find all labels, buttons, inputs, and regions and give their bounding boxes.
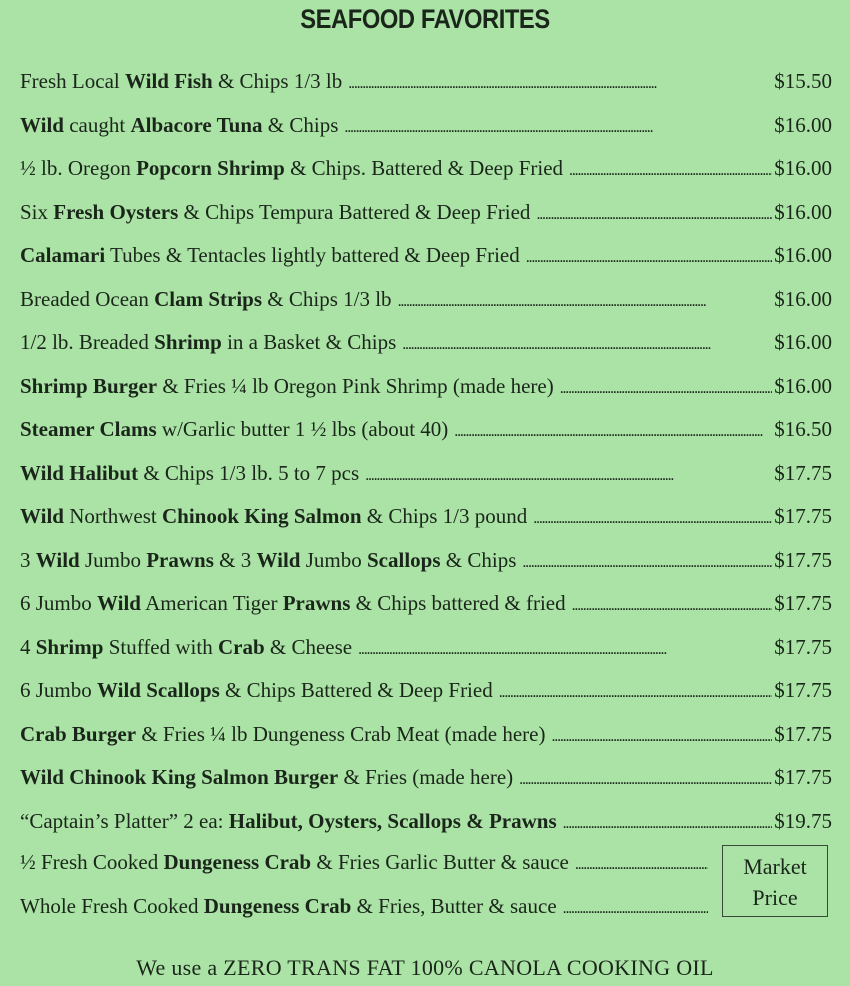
item-price: $17.75	[774, 634, 832, 659]
item-text: Fresh Local	[20, 69, 125, 93]
dot-leader	[499, 669, 773, 715]
menu-item	[20, 408, 832, 452]
item-name	[20, 626, 352, 670]
item-highlight: Wild	[35, 547, 80, 572]
item-text: Jumbo	[79, 547, 147, 572]
dot-leader	[519, 756, 772, 802]
item-text: & Chips Battered & Deep Fried	[219, 678, 493, 702]
item-text: & Chips	[262, 112, 339, 137]
item-highlight: Prawns	[146, 547, 214, 572]
item-name	[20, 582, 566, 626]
menu-item	[20, 147, 832, 191]
dot-leader	[454, 408, 772, 454]
item-text: 6 Jumbo	[20, 678, 98, 702]
dot-leader	[551, 713, 772, 759]
item-highlight: Wild	[20, 504, 64, 528]
item-name	[20, 756, 513, 800]
item-name	[20, 104, 338, 148]
menu-item	[20, 452, 832, 496]
menu-item	[20, 321, 832, 365]
menu-item	[20, 800, 832, 844]
item-price: $17.75	[774, 678, 832, 702]
item-highlight: Calamari	[20, 243, 106, 267]
item-text: & Fries Garlic Butter & sauce	[311, 850, 569, 874]
item-text: & Fries (made here)	[338, 765, 514, 789]
item-highlight: Wild Chinook King Salmon Burger	[20, 765, 339, 789]
item-name	[20, 278, 392, 322]
item-text: w/Garlic butter 1 ½ lbs (about 40)	[156, 417, 449, 441]
item-text: “Captain’s Platter” 2 ea:	[20, 808, 229, 833]
item-text: & Chips Tempura Battered & Deep Fried	[178, 199, 531, 224]
item-highlight: Wild Fish	[124, 69, 213, 93]
item-highlight: Crab	[217, 634, 265, 659]
item-text: & Fries, Butter & sauce	[351, 894, 557, 918]
menu-item	[20, 278, 832, 322]
item-price: $19.75	[774, 808, 832, 833]
item-text: & 3	[213, 547, 257, 572]
item-highlight: Fresh Oysters	[53, 199, 179, 224]
item-name	[20, 884, 557, 928]
item-name	[20, 60, 342, 104]
menu-item	[20, 756, 832, 800]
menu-item	[20, 626, 832, 670]
item-text: 3	[20, 547, 36, 572]
item-text: & Chips 1/3 lb	[262, 286, 392, 311]
page-title: SEAFOOD FAVORITES	[300, 4, 550, 34]
market-price-box	[722, 845, 828, 917]
dot-leader	[398, 278, 773, 324]
item-text: 1/2 lb. Breaded	[20, 330, 155, 354]
item-name	[20, 452, 359, 496]
item-highlight: Halibut, Oysters, Scallops & Prawns	[228, 808, 557, 833]
item-name	[20, 321, 396, 365]
footer-note: We use a ZERO TRANS FAT 100% CANOLA COOKING OIL	[136, 955, 714, 980]
menu-item	[20, 191, 832, 235]
item-name	[20, 234, 520, 278]
item-price: $17.75	[774, 721, 832, 746]
item-price: $17.75	[774, 504, 832, 528]
item-highlight: Popcorn Shrimp	[136, 156, 285, 180]
menu-item	[20, 669, 832, 713]
item-price: $16.00	[774, 156, 832, 180]
dot-leader	[563, 800, 773, 846]
item-highlight: Shrimp	[35, 634, 104, 659]
item-price: $16.00	[774, 330, 832, 354]
dot-leader	[526, 234, 773, 280]
dot-leader	[365, 452, 772, 498]
item-name	[20, 495, 527, 539]
item-text: Six	[20, 199, 54, 224]
menu-item	[20, 539, 832, 583]
dot-leader	[560, 365, 773, 411]
item-text: caught	[63, 112, 131, 137]
item-highlight: Shrimp Burger	[20, 373, 158, 398]
dot-leader	[533, 495, 772, 541]
item-price: $15.50	[774, 69, 832, 93]
menu-list	[20, 60, 832, 843]
item-price: $16.00	[774, 373, 832, 398]
item-highlight: Crab Burger	[20, 721, 137, 746]
item-text: American Tiger	[140, 591, 283, 615]
menu-item	[20, 60, 832, 104]
market-price-line2: Price	[752, 885, 798, 910]
menu-item	[20, 884, 710, 928]
dot-leader	[402, 321, 772, 367]
dot-leader	[358, 626, 772, 672]
item-price: $16.50	[774, 417, 832, 441]
item-name	[20, 147, 563, 191]
item-name	[20, 365, 554, 409]
item-text: Stuffed with	[103, 634, 218, 659]
item-highlight: Shrimp	[154, 330, 222, 354]
dot-leader	[563, 884, 708, 931]
item-price: $17.75	[774, 591, 832, 615]
item-name	[20, 539, 516, 583]
item-text: ½ lb. Oregon	[20, 156, 137, 180]
item-text: & Chips 1/3 lb	[212, 69, 343, 93]
item-text: & Fries ¼ lb Oregon Pink Shrimp (made here)	[157, 373, 554, 398]
item-highlight: Clam Strips	[154, 286, 263, 311]
item-text: 6 Jumbo	[20, 591, 98, 615]
item-highlight: Wild Halibut	[20, 460, 139, 485]
item-text: ½ Fresh Cooked	[20, 850, 164, 874]
dot-leader	[344, 104, 772, 150]
item-highlight: Wild	[97, 591, 141, 615]
item-text: Breaded Ocean	[20, 286, 155, 311]
market-price-line1: Market	[743, 854, 807, 879]
item-highlight: Scallops	[366, 547, 441, 572]
item-highlight: Dungeness Crab	[163, 850, 312, 874]
item-text: in a Basket & Chips	[221, 330, 397, 354]
menu-item	[20, 104, 832, 148]
item-price: $17.75	[774, 460, 832, 485]
item-price: $16.00	[774, 243, 832, 267]
item-highlight: Prawns	[282, 591, 351, 615]
menu-item	[20, 495, 832, 539]
item-price: $17.75	[774, 547, 832, 572]
dot-leader	[572, 582, 773, 628]
item-text: Whole Fresh Cooked	[20, 894, 204, 918]
menu-item	[20, 840, 710, 884]
item-price: $16.00	[774, 112, 832, 137]
item-text: Tubes & Tentacles lightly battered & Deep Fried	[105, 243, 520, 267]
dot-leader	[569, 147, 772, 193]
menu-item	[20, 234, 832, 278]
item-price: $16.00	[774, 199, 832, 224]
item-highlight: Dungeness Crab	[203, 894, 352, 918]
item-name	[20, 191, 530, 235]
item-text: Jumbo	[300, 547, 367, 572]
item-text: & Cheese	[264, 634, 353, 659]
menu-item	[20, 582, 832, 626]
item-highlight: Chinook King Salmon	[161, 504, 362, 528]
dot-leader	[536, 191, 772, 237]
item-highlight: Steamer Clams	[20, 417, 157, 441]
item-text: & Fries ¼ lb Dungeness Crab Meat (made here)	[136, 721, 546, 746]
item-text: & Chips battered & fried	[350, 591, 566, 615]
item-name	[20, 669, 493, 713]
item-name	[20, 408, 448, 452]
item-text: 4	[20, 634, 36, 659]
item-name	[20, 800, 557, 844]
item-highlight: Wild Scallops	[97, 678, 220, 702]
item-highlight: Wild	[20, 112, 64, 137]
item-text: & Chips. Battered & Deep Fried	[284, 156, 564, 180]
item-text: & Chips	[440, 547, 517, 572]
dot-leader	[575, 840, 708, 887]
item-price: $16.00	[774, 286, 832, 311]
menu-item	[20, 713, 832, 757]
item-text: & Chips 1/3 pound	[361, 504, 528, 528]
dot-leader	[348, 60, 772, 106]
item-name	[20, 840, 569, 884]
item-text: & Chips 1/3 lb. 5 to 7 pcs	[138, 460, 360, 485]
market-price-list	[20, 840, 710, 928]
item-highlight: Wild	[256, 547, 301, 572]
item-text: Northwest	[63, 504, 162, 528]
item-price: $17.75	[774, 765, 832, 789]
dot-leader	[522, 539, 772, 585]
menu-item	[20, 365, 832, 409]
item-highlight: Albacore Tuna	[130, 112, 263, 137]
item-name	[20, 713, 545, 757]
